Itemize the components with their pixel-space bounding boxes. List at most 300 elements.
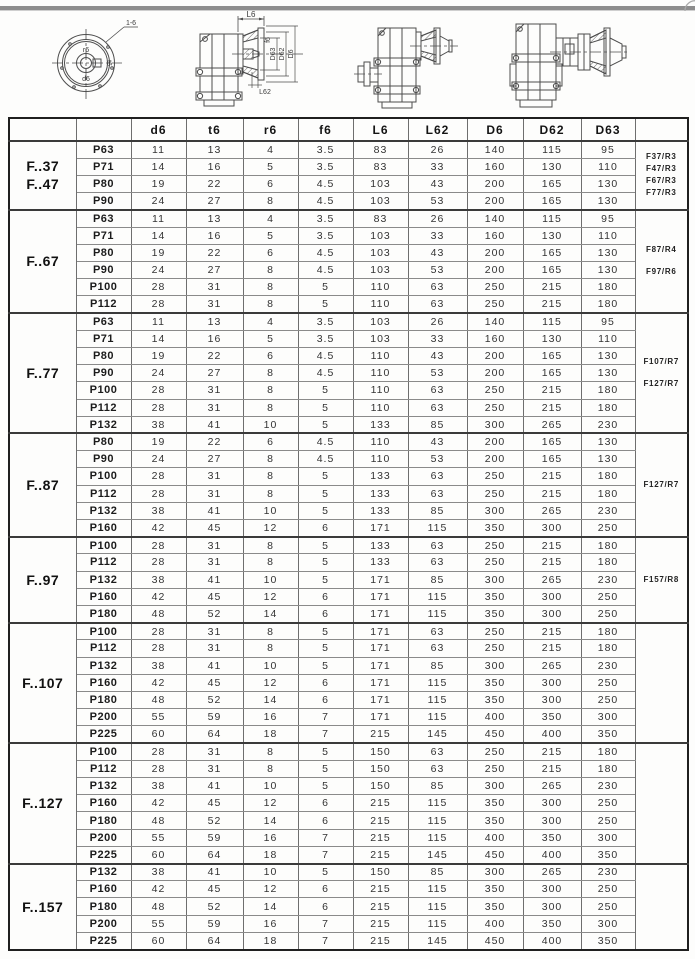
dimension-cell: 230 [581, 657, 635, 674]
dimension-cell: 41 [186, 502, 243, 519]
dimension-cell: 130 [523, 330, 581, 347]
dimension-cell: 130 [523, 158, 581, 175]
dimension-cell: 200 [467, 433, 523, 450]
dimension-cell: 3.5 [298, 210, 353, 227]
dimension-cell: 27 [186, 365, 243, 382]
dimension-cell: 140 [467, 313, 523, 330]
model-cell: P71 [76, 227, 131, 244]
table-row [9, 605, 688, 622]
dimension-cell: 350 [467, 588, 523, 605]
dimension-cell: 8 [243, 451, 298, 468]
group-label: F..97 [9, 537, 76, 623]
model-cell: P132 [76, 778, 131, 795]
dimension-cell: 16 [243, 915, 298, 932]
dimension-cell: 230 [581, 502, 635, 519]
dimension-cell: 115 [408, 898, 467, 915]
flange-d6-label: d6 [82, 76, 90, 83]
model-cell: P80 [76, 433, 131, 450]
dimension-cell: 250 [581, 898, 635, 915]
flange-t6-label: t6 [105, 60, 112, 66]
dimension-cell: 5 [243, 330, 298, 347]
dimension-cell: 52 [186, 692, 243, 709]
dimension-cell: 18 [243, 726, 298, 743]
dimension-cell: 63 [408, 468, 467, 485]
table-row [9, 657, 688, 674]
dimension-cell: 38 [131, 502, 186, 519]
dimension-cell: 8 [243, 760, 298, 777]
dimension-cell: 13 [186, 210, 243, 227]
dimension-cell: 400 [467, 709, 523, 726]
dimension-cell: 5 [243, 227, 298, 244]
dimension-cell: 38 [131, 416, 186, 433]
dimension-cell: 130 [581, 433, 635, 450]
dimension-cell: 115 [408, 915, 467, 932]
dimension-cell: 38 [131, 864, 186, 881]
dimension-cell: 180 [581, 468, 635, 485]
dimension-cell: 115 [408, 709, 467, 726]
dimension-cell: 150 [353, 864, 408, 881]
dimension-cell: 5 [298, 279, 353, 296]
model-cell: P132 [76, 864, 131, 881]
dimension-cell: 8 [243, 193, 298, 210]
dimension-cell: 250 [467, 743, 523, 760]
table-row [9, 382, 688, 399]
dimension-cell: 165 [523, 193, 581, 210]
notes-cell [635, 864, 688, 950]
header-cell-t6: t6 [186, 118, 243, 141]
dim-D62-label: D62 [279, 47, 286, 61]
dimension-cell: 38 [131, 657, 186, 674]
dimension-cell: 215 [523, 760, 581, 777]
dimension-cell: 150 [353, 743, 408, 760]
dimension-cell: 53 [408, 451, 467, 468]
model-cell: P63 [76, 210, 131, 227]
dimension-cell: 5 [298, 399, 353, 416]
dimension-cell: 48 [131, 898, 186, 915]
dimension-cell: 5 [298, 537, 353, 554]
table-row [9, 760, 688, 777]
dimension-cell: 250 [467, 485, 523, 502]
dimension-cell: 27 [186, 261, 243, 278]
table-row [9, 674, 688, 691]
dimension-cell: 45 [186, 588, 243, 605]
dimension-cell: 300 [467, 416, 523, 433]
dimension-cell: 28 [131, 640, 186, 657]
dimension-cell: 250 [581, 795, 635, 812]
dimension-cell: 24 [131, 193, 186, 210]
dimension-cell: 7 [298, 846, 353, 863]
dimension-cell: 11 [131, 313, 186, 330]
dimension-cell: 63 [408, 623, 467, 640]
dimension-cell: 171 [353, 674, 408, 691]
dimension-cell: 140 [467, 141, 523, 158]
dimension-cell: 11 [131, 210, 186, 227]
dimension-cell: 250 [581, 812, 635, 829]
dimension-cell: 60 [131, 932, 186, 950]
dimension-cell: 180 [581, 554, 635, 571]
dimension-cell: 31 [186, 296, 243, 313]
notes-cell: F107/R7 F127/R7 [635, 313, 688, 433]
model-cell: P90 [76, 451, 131, 468]
header-cell-L6: L6 [353, 118, 408, 141]
dimension-cell: 6 [243, 175, 298, 192]
dimension-cell: 200 [467, 451, 523, 468]
model-cell: P160 [76, 519, 131, 536]
dimension-cell: 230 [581, 416, 635, 433]
model-cell: P132 [76, 416, 131, 433]
dimension-cell: 53 [408, 365, 467, 382]
dimension-cell: 14 [243, 692, 298, 709]
dimension-cell: 450 [467, 846, 523, 863]
dimension-cell: 6 [298, 692, 353, 709]
dimension-cell: 6 [243, 347, 298, 364]
dimension-cell: 110 [353, 382, 408, 399]
dimension-cell: 300 [467, 778, 523, 795]
model-cell: P180 [76, 812, 131, 829]
dimension-cell: 85 [408, 502, 467, 519]
dimension-cell: 250 [467, 537, 523, 554]
table-row [9, 571, 688, 588]
header-cell-D6: D6 [467, 118, 523, 141]
dimension-cell: 8 [243, 399, 298, 416]
header-cell-r6: r6 [243, 118, 298, 141]
dimension-cell: 300 [523, 812, 581, 829]
dimension-cell: 41 [186, 778, 243, 795]
dimension-cell: 12 [243, 674, 298, 691]
dimension-cell: 41 [186, 416, 243, 433]
table-row [9, 485, 688, 502]
dimension-cell: 130 [581, 347, 635, 364]
dimension-cell: 4.5 [298, 451, 353, 468]
dimension-cell: 115 [408, 588, 467, 605]
dimension-cell: 103 [353, 261, 408, 278]
dimension-cell: 115 [523, 210, 581, 227]
dimension-cell: 31 [186, 760, 243, 777]
dimension-cell: 215 [523, 554, 581, 571]
dimension-cell: 300 [581, 915, 635, 932]
dimension-cell: 133 [353, 468, 408, 485]
dim-L62-label: L62 [259, 89, 271, 96]
dimension-cell: 12 [243, 588, 298, 605]
dimension-cell: 14 [131, 330, 186, 347]
dimension-cell: 350 [467, 881, 523, 898]
dimension-cell: 31 [186, 537, 243, 554]
dimension-cell: 215 [353, 829, 408, 846]
dimension-cell: 350 [523, 829, 581, 846]
dimension-cell: 133 [353, 485, 408, 502]
dimension-cell: 22 [186, 244, 243, 261]
dimension-cell: 400 [523, 932, 581, 950]
header-cell-blank [9, 118, 76, 141]
dimension-cell: 4.5 [298, 347, 353, 364]
dimension-cell: 103 [353, 244, 408, 261]
dimension-cell: 59 [186, 915, 243, 932]
dimension-cell: 31 [186, 279, 243, 296]
table-row [9, 502, 688, 519]
dimension-cell: 85 [408, 778, 467, 795]
dimension-cell: 265 [523, 864, 581, 881]
model-cell: P112 [76, 399, 131, 416]
dimension-cell: 145 [408, 846, 467, 863]
dimension-cell: 130 [581, 261, 635, 278]
dimension-cell: 8 [243, 296, 298, 313]
table-row [9, 829, 688, 846]
dimension-cell: 110 [353, 399, 408, 416]
model-cell: P160 [76, 588, 131, 605]
dimension-cell: 180 [581, 296, 635, 313]
dimension-cell: 43 [408, 175, 467, 192]
dimension-cell: 60 [131, 846, 186, 863]
dimension-cell: 64 [186, 932, 243, 950]
dimension-cell: 42 [131, 519, 186, 536]
dimension-cell: 10 [243, 571, 298, 588]
model-cell: P132 [76, 571, 131, 588]
dimension-cell: 31 [186, 399, 243, 416]
dimension-cell: 4.5 [298, 175, 353, 192]
dimension-cell: 28 [131, 760, 186, 777]
model-cell: P160 [76, 674, 131, 691]
dimension-cell: 265 [523, 778, 581, 795]
dimension-cell: 450 [467, 932, 523, 950]
dimension-cell: 110 [353, 451, 408, 468]
dimension-cell: 26 [408, 313, 467, 330]
dimension-cell: 53 [408, 261, 467, 278]
dimension-cell: 28 [131, 279, 186, 296]
technical-drawings-header [0, 10, 695, 116]
dimension-cell: 63 [408, 554, 467, 571]
dimension-cell: 265 [523, 571, 581, 588]
dimension-cell: 200 [467, 244, 523, 261]
model-cell: P80 [76, 347, 131, 364]
dimension-cell: 300 [467, 657, 523, 674]
table-row [9, 554, 688, 571]
group-label: F..87 [9, 433, 76, 536]
dimension-cell: 26 [408, 210, 467, 227]
model-cell: P71 [76, 330, 131, 347]
dimension-cell: 300 [581, 829, 635, 846]
dimension-cell: 130 [581, 365, 635, 382]
dimension-cell: 110 [581, 330, 635, 347]
model-cell: P200 [76, 915, 131, 932]
dimension-cell: 42 [131, 795, 186, 812]
model-cell: P90 [76, 193, 131, 210]
dimension-cell: 18 [243, 846, 298, 863]
dimension-cell: 8 [243, 743, 298, 760]
dimension-cell: 110 [353, 433, 408, 450]
dimensions-table-wrap [8, 117, 687, 951]
dimension-cell: 180 [581, 279, 635, 296]
dimension-cell: 45 [186, 674, 243, 691]
header-cell-D63: D63 [581, 118, 635, 141]
dimension-cell: 45 [186, 519, 243, 536]
dimension-cell: 130 [523, 227, 581, 244]
dimension-cell: 250 [467, 399, 523, 416]
dimension-cell: 31 [186, 623, 243, 640]
table-row [9, 743, 688, 760]
dimension-cell: 85 [408, 864, 467, 881]
dimension-cell: 115 [408, 605, 467, 622]
dimension-cell: 28 [131, 382, 186, 399]
dimension-cell: 200 [467, 347, 523, 364]
dimension-cell: 14 [131, 227, 186, 244]
dimension-cell: 180 [581, 760, 635, 777]
dimension-cell: 103 [353, 313, 408, 330]
table-row [9, 640, 688, 657]
dimension-cell: 31 [186, 485, 243, 502]
dimension-cell: 63 [408, 279, 467, 296]
model-cell: P132 [76, 657, 131, 674]
dimension-cell: 6 [298, 881, 353, 898]
dimension-cell: 250 [467, 554, 523, 571]
dimension-cell: 64 [186, 726, 243, 743]
model-cell: P180 [76, 898, 131, 915]
dimension-cell: 12 [243, 795, 298, 812]
dimension-cell: 4.5 [298, 365, 353, 382]
dimension-cell: 110 [353, 279, 408, 296]
dimension-cell: 250 [581, 519, 635, 536]
dimension-cell: 31 [186, 640, 243, 657]
dimension-cell: 350 [523, 709, 581, 726]
dimension-cell: 31 [186, 468, 243, 485]
dimension-cell: 7 [298, 709, 353, 726]
dimension-cell: 300 [467, 864, 523, 881]
model-cell: P100 [76, 537, 131, 554]
group-label: F..157 [9, 864, 76, 950]
dimension-cell: 300 [523, 795, 581, 812]
dimension-cell: 24 [131, 365, 186, 382]
model-cell: P90 [76, 365, 131, 382]
model-cell: P100 [76, 743, 131, 760]
notes-cell: F127/R7 [635, 433, 688, 536]
dimension-cell: 26 [408, 141, 467, 158]
dimension-cell: 7 [298, 726, 353, 743]
dimension-cell: 103 [353, 175, 408, 192]
table-row [9, 726, 688, 743]
dimension-cell: 133 [353, 537, 408, 554]
dimension-cell: 230 [581, 571, 635, 588]
dimension-cell: 215 [523, 743, 581, 760]
dimension-cell: 180 [581, 623, 635, 640]
dimension-cell: 130 [581, 451, 635, 468]
model-cell: P112 [76, 485, 131, 502]
dimension-cell: 115 [408, 812, 467, 829]
model-cell: P132 [76, 502, 131, 519]
dimension-cell: 28 [131, 468, 186, 485]
dimension-cell: 10 [243, 778, 298, 795]
dimension-cell: 8 [243, 640, 298, 657]
dimension-cell: 27 [186, 451, 243, 468]
dimension-cell: 350 [467, 605, 523, 622]
dimension-cell: 215 [523, 468, 581, 485]
dimension-cell: 16 [243, 829, 298, 846]
table-row [9, 399, 688, 416]
notes-cell: F157/R8 [635, 537, 688, 623]
model-cell: P100 [76, 468, 131, 485]
model-cell: P225 [76, 932, 131, 950]
dimension-cell: 103 [353, 330, 408, 347]
dimension-cell: 5 [298, 554, 353, 571]
dimension-cell: 300 [523, 519, 581, 536]
dimension-cell: 180 [581, 743, 635, 760]
dimension-cell: 215 [353, 726, 408, 743]
notes-cell [635, 623, 688, 743]
header-cell-L62: L62 [408, 118, 467, 141]
dimension-cell: 215 [523, 279, 581, 296]
dimension-cell: 6 [298, 812, 353, 829]
dimension-cell: 400 [467, 829, 523, 846]
dimension-cell: 59 [186, 829, 243, 846]
dimension-cell: 150 [353, 778, 408, 795]
dimension-cell: 6 [243, 433, 298, 450]
dimension-cell: 171 [353, 692, 408, 709]
dimension-cell: 150 [353, 760, 408, 777]
dimension-cell: 5 [298, 743, 353, 760]
dimension-cell: 5 [298, 382, 353, 399]
dimension-cell: 43 [408, 433, 467, 450]
dimension-cell: 16 [243, 709, 298, 726]
dimension-cell: 215 [523, 623, 581, 640]
dimension-cell: 4.5 [298, 261, 353, 278]
table-row [9, 692, 688, 709]
table-row [9, 158, 688, 175]
dimension-cell: 8 [243, 554, 298, 571]
header-cell-f6: f6 [298, 118, 353, 141]
dimension-cell: 10 [243, 864, 298, 881]
table-row [9, 227, 688, 244]
dimension-cell: 265 [523, 502, 581, 519]
dimension-cell: 3.5 [298, 227, 353, 244]
dimension-cell: 31 [186, 382, 243, 399]
dimension-cell: 300 [523, 692, 581, 709]
dimension-cell: 95 [581, 313, 635, 330]
dimension-cell: 24 [131, 261, 186, 278]
dimension-cell: 83 [353, 141, 408, 158]
dimension-cell: 215 [523, 399, 581, 416]
dimension-cell: 180 [581, 485, 635, 502]
dimension-cell: 28 [131, 296, 186, 313]
dimension-cell: 215 [353, 881, 408, 898]
dimension-cell: 215 [353, 932, 408, 950]
dimension-cell: 215 [523, 640, 581, 657]
dimension-cell: 41 [186, 864, 243, 881]
dimension-cell: 300 [467, 571, 523, 588]
dimension-cell: 300 [523, 588, 581, 605]
dimension-cell: 22 [186, 433, 243, 450]
dimension-cell: 300 [523, 898, 581, 915]
header-row [9, 118, 688, 141]
dimension-cell: 350 [581, 932, 635, 950]
model-cell: P63 [76, 141, 131, 158]
dimension-cell: 400 [467, 915, 523, 932]
dimension-cell: 59 [186, 709, 243, 726]
dimension-cell: 28 [131, 743, 186, 760]
dimension-cell: 8 [243, 382, 298, 399]
dimension-cell: 14 [131, 158, 186, 175]
dimension-cell: 8 [243, 623, 298, 640]
model-cell: P200 [76, 709, 131, 726]
dimension-cell: 12 [243, 881, 298, 898]
dimension-cell: 250 [467, 468, 523, 485]
dimension-cell: 53 [408, 193, 467, 210]
dimension-cell: 10 [243, 416, 298, 433]
dimension-cell: 160 [467, 158, 523, 175]
gear-unit-adapter-drawing [494, 14, 634, 114]
model-cell: P100 [76, 279, 131, 296]
dimension-cell: 5 [298, 778, 353, 795]
dimension-cell: 6 [243, 244, 298, 261]
dimension-cell: 115 [523, 313, 581, 330]
dimension-cell: 300 [523, 881, 581, 898]
